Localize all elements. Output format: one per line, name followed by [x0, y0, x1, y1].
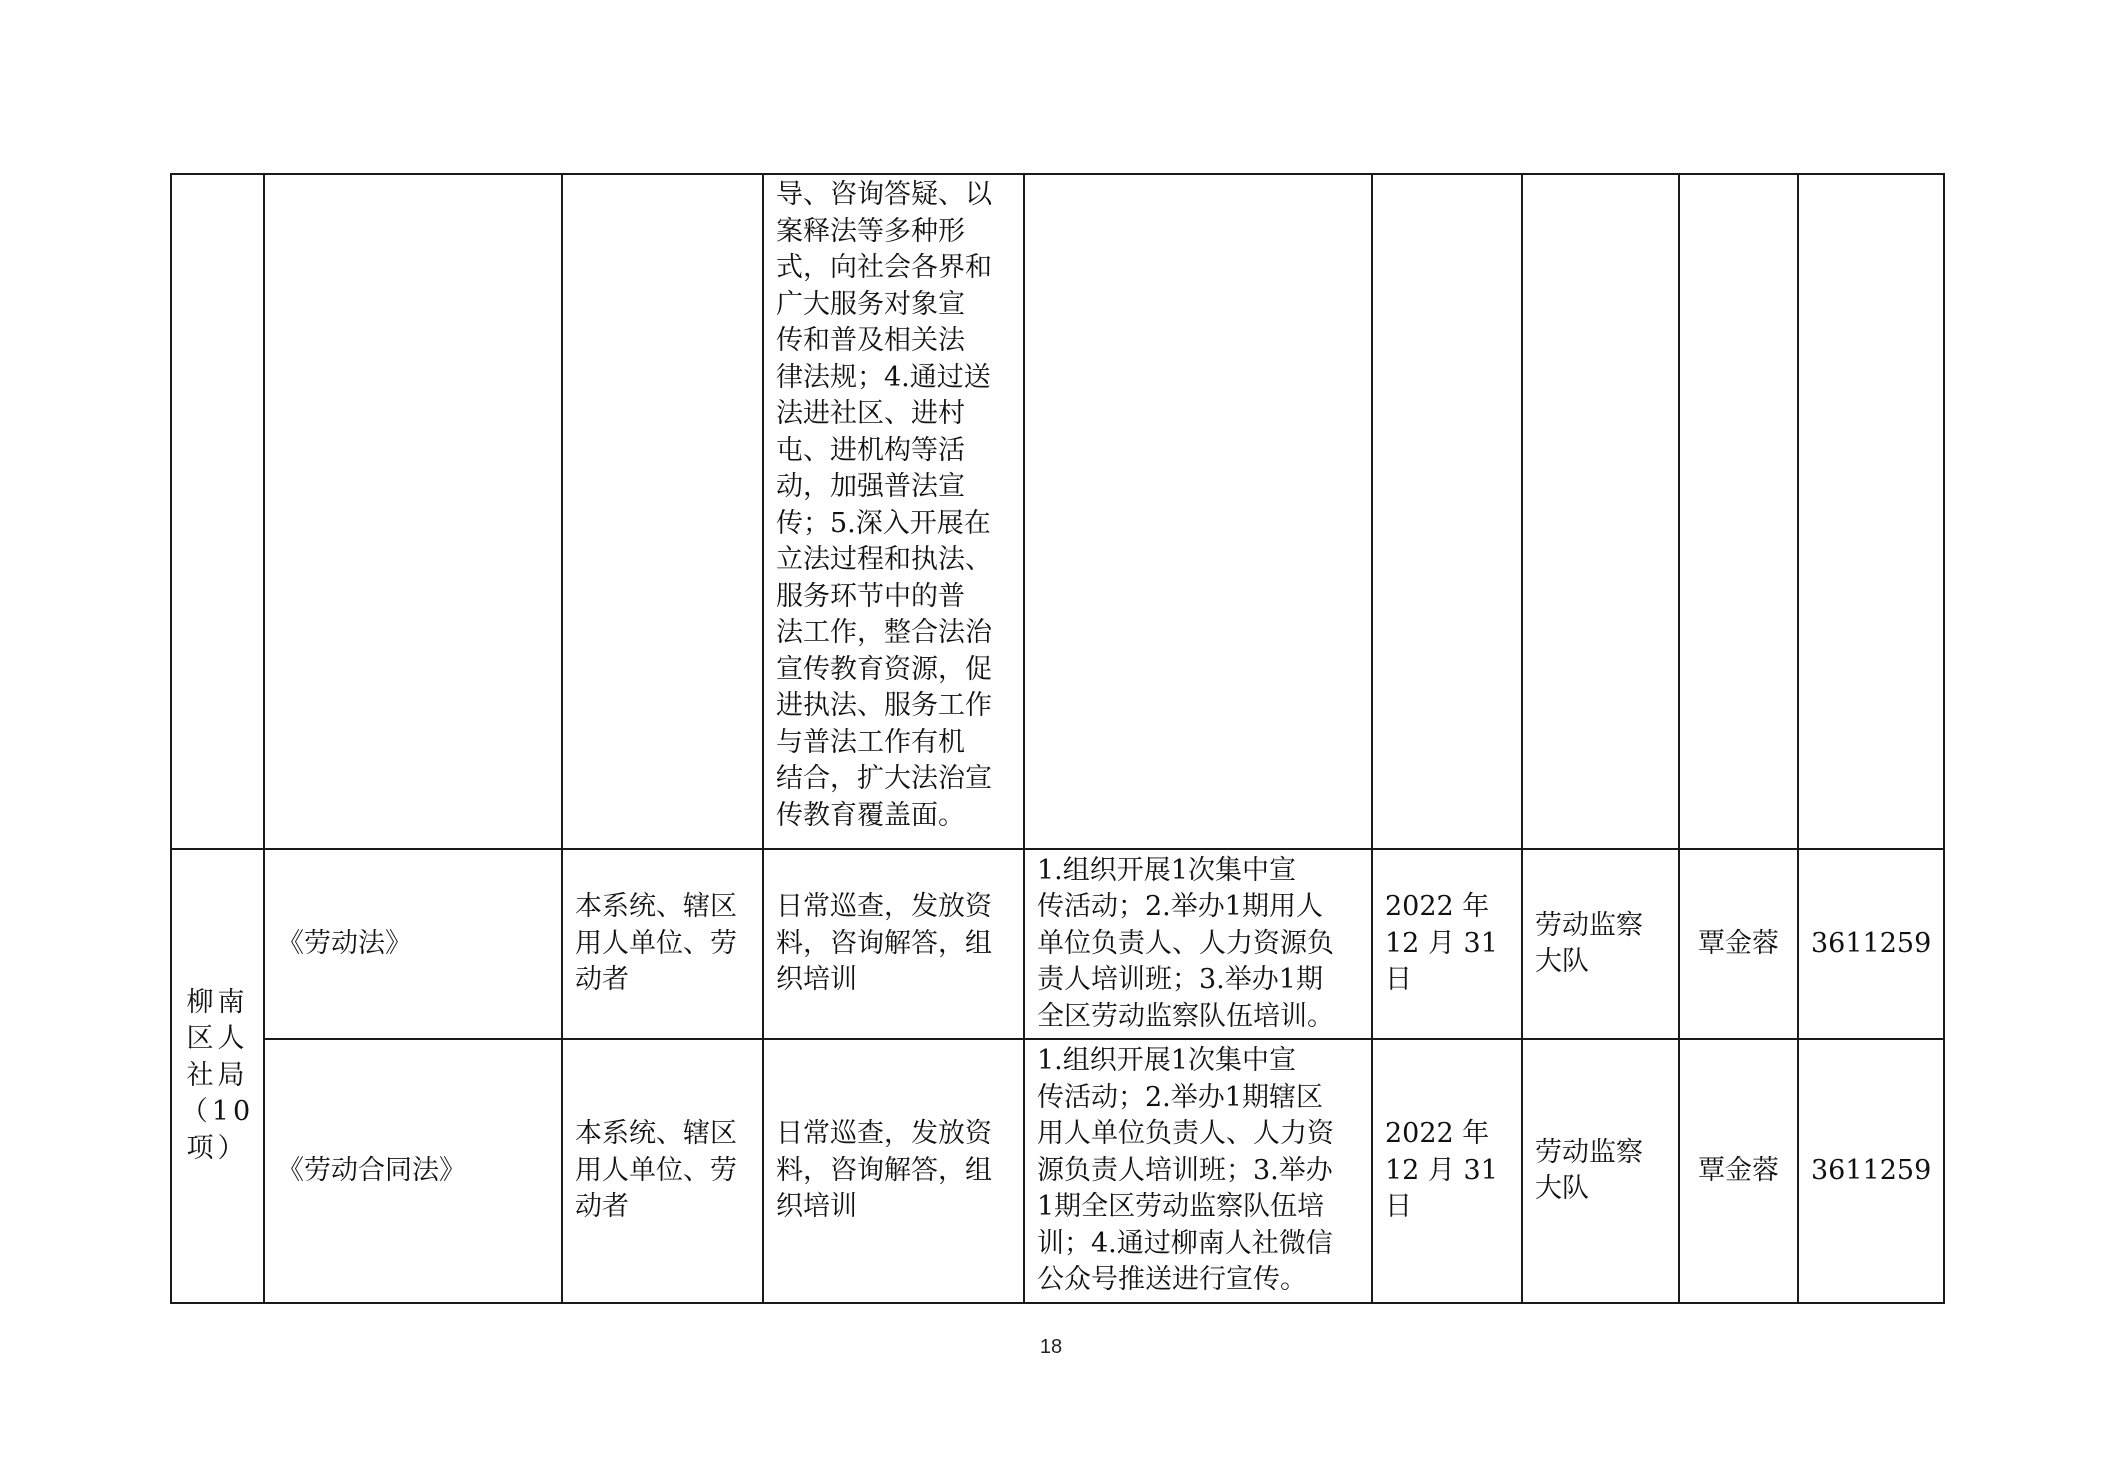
- table-row: [171, 1039, 1944, 1303]
- deadline-text: 2022 年 12 月 31 日: [1385, 891, 1498, 996]
- person-cell-empty: [1679, 174, 1798, 849]
- method-text: 日常巡查，发放资 料，咨询解答，组 织培训: [776, 1118, 992, 1223]
- table-row: [171, 849, 1944, 1039]
- unit-cell: [1522, 1039, 1679, 1303]
- law-cell: [264, 1039, 562, 1303]
- phone-number: 3611259: [1811, 1154, 1932, 1186]
- person-name: 覃金蓉: [1698, 1154, 1779, 1186]
- law-name: 《劳动合同法》: [277, 1154, 466, 1186]
- deadline-cell-empty: [1372, 174, 1522, 849]
- table-row-continued: [171, 174, 1944, 849]
- law-name: 《劳动法》: [277, 927, 412, 959]
- law-publicity-table: [170, 173, 1945, 1304]
- dept-cell-empty: [171, 174, 264, 849]
- deadline-cell: [1372, 1039, 1522, 1303]
- target-text: 本系统、辖区 用人单位、劳 动者: [575, 891, 737, 996]
- method-cell: [763, 174, 1024, 849]
- measures-cell: [1024, 849, 1372, 1039]
- department-cell: [171, 849, 264, 1303]
- law-cell: [264, 849, 562, 1039]
- target-cell-empty: [562, 174, 763, 849]
- measures-text: 1.组织开展1次集中宣 传活动；2.举办1期辖区 用人单位负责人、人力资 源负责人培训班；3.举办 1期全区劳动监察队伍培 训；4.通过柳南人社微信 公众号推送进行宣传。: [1037, 1045, 1334, 1296]
- unit-cell-empty: [1522, 174, 1679, 849]
- person-cell: [1679, 1039, 1798, 1303]
- person-cell: [1679, 849, 1798, 1039]
- target-cell: [562, 1039, 763, 1303]
- measures-cell-empty: [1024, 174, 1372, 849]
- measures-cell: [1024, 1039, 1372, 1303]
- method-text: 导、咨询答疑、以 案释法等多种形 式，向社会各界和 广大服务对象宣 传和普及相关法 律法规；4.通过送 法进社区、进村 屯、进机构等活 动，加强普法宣 传；5.深入开展在 立法过程和执法、 服务环节中的普 法工作，整合法治 宣传教育资源，促 进执法、服务工作 与普法工作有机 结合，扩大法治宣 传教育覆盖面。: [776, 179, 992, 831]
- method-cell: [763, 849, 1024, 1039]
- phone-cell-empty: [1798, 174, 1944, 849]
- target-text: 本系统、辖区 用人单位、劳 动者: [575, 1118, 737, 1223]
- target-cell: [562, 849, 763, 1039]
- department-name: 柳南 区人 社局 （10 项）: [180, 986, 255, 1164]
- method-cell: [763, 1039, 1024, 1303]
- unit-text: 劳动监察 大队: [1535, 909, 1643, 977]
- deadline-cell: [1372, 849, 1522, 1039]
- phone-cell: [1798, 1039, 1944, 1303]
- measures-text: 1.组织开展1次集中宣 传活动；2.举办1期用人 单位负责人、人力资源负 责人培训班；3.举办1期 全区劳动监察队伍培训。: [1037, 854, 1334, 1032]
- phone-number: 3611259: [1811, 927, 1932, 959]
- law-cell-empty: [264, 174, 562, 849]
- method-text: 日常巡查，发放资 料，咨询解答，组 织培训: [776, 891, 992, 996]
- unit-text: 劳动监察 大队: [1535, 1136, 1643, 1204]
- deadline-text: 2022 年 12 月 31 日: [1385, 1118, 1498, 1223]
- phone-cell: [1798, 849, 1944, 1039]
- unit-cell: [1522, 849, 1679, 1039]
- page-number: 18: [1039, 1336, 1063, 1358]
- person-name: 覃金蓉: [1698, 927, 1779, 959]
